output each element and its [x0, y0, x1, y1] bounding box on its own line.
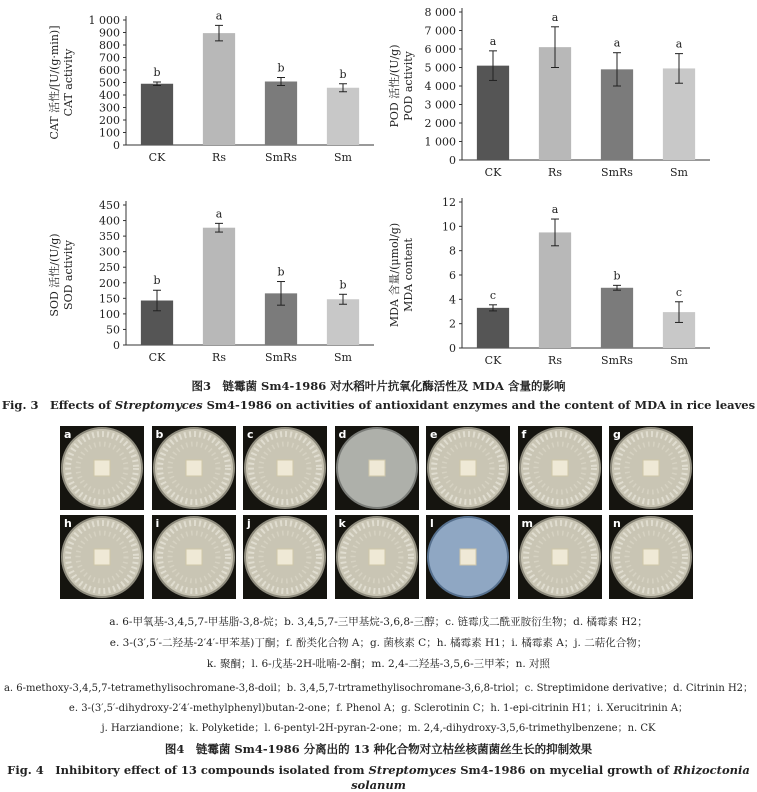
y-axis-label: POD 活性/(U/g): [388, 44, 401, 128]
plate-label: k: [338, 517, 346, 530]
plate-label: c: [247, 428, 254, 441]
y-tick-label: 6: [449, 269, 456, 282]
significance-letter: b: [339, 278, 347, 292]
significance-letter: b: [339, 67, 347, 81]
plate-f: [518, 426, 602, 510]
y-tick-label: 300: [99, 101, 120, 115]
y-tick-label: 10: [442, 220, 456, 234]
y-tick-label: 200: [99, 114, 120, 127]
fig4-caption-cn: 图4 链霉菌 Sm4-1986 分离出的 13 种化合物对立枯丝核菌菌丝生长的抑制效果: [164, 742, 593, 756]
plate-j: [243, 515, 327, 599]
x-tick-label: Rs: [548, 354, 562, 367]
y-tick-label: 8: [449, 244, 456, 258]
y-tick-label: 450: [99, 199, 120, 212]
y-tick-label: 3 000: [424, 98, 456, 112]
y-tick-label: 6 000: [424, 43, 456, 56]
fig3-caption-cn: 图3 链霉菌 Sm4-1986 对水稻叶片抗氧化酶活性及 MDA 含量的影响: [191, 379, 566, 393]
significance-letter: a: [551, 203, 559, 217]
significance-letter: a: [215, 207, 223, 221]
fig4-legend-cn-line-3: k. 聚酮；l. 6-戊基-2H-吡喃-2-酮；m. 2,4-二羟基-3,5,6-三甲苯；n. 对照: [206, 658, 551, 670]
plate-m: [518, 515, 602, 599]
y-tick-label: 500: [99, 76, 120, 90]
y-tick-label: 4: [449, 293, 456, 307]
fig4-legend-cn-line-1: a. 6-甲氧基-3,4,5,7-甲基脂-3,8-烷；b. 3,4,5,7-三甲基烷-3,6,8-三醇；c. 链霉戊二酰亚胺衍生物；d. 橘霉素 H2；: [109, 616, 648, 628]
plate-h: [60, 515, 144, 599]
y-tick-label: 0: [449, 342, 456, 355]
significance-letter: a: [215, 9, 223, 23]
y-axis-label-en: MDA content: [402, 238, 415, 312]
y-tick-label: 4 000: [424, 80, 456, 93]
x-tick-label: Rs: [548, 166, 562, 179]
x-tick-label: Sm: [334, 151, 352, 164]
y-tick-label: 700: [99, 51, 120, 65]
y-tick-label: 200: [99, 276, 120, 290]
bar-Rs: [203, 228, 235, 345]
y-tick-label: 2 000: [424, 117, 456, 130]
bar-Rs: [539, 232, 571, 348]
x-tick-label: CK: [484, 354, 502, 367]
x-tick-label: CK: [484, 166, 502, 179]
fig4-legend-en-line-2: e. 3-(3′,5′-dihydroxy-2′4′-methylphenyl)butan-2-one；f. Phenol A；g. Sclerotinin C；h. 1-epi-citrinin H1；i. Xerucitrinin A；: [68, 703, 689, 714]
fig4-legend-cn-line-2: e. 3-(3′,5′-二羟基-2′4′-甲苯基)丁酮；f. 酚类化合物 A；g. 菌核素 C；h. 橘霉素 H1；i. 橘霉素 A；j. 二萜化合物；: [109, 637, 648, 649]
y-tick-label: 7 000: [424, 24, 456, 38]
plate-n: [609, 515, 693, 599]
plate-label: a: [64, 428, 72, 441]
y-tick-label: 400: [99, 89, 120, 102]
x-tick-label: SmRs: [601, 166, 633, 179]
y-tick-label: 1 000: [424, 135, 456, 149]
plate-label: i: [155, 517, 160, 530]
x-tick-label: Sm: [670, 354, 688, 367]
y-axis-label: CAT 活性/[U/(g·min)]: [48, 25, 61, 140]
y-tick-label: 250: [99, 261, 120, 275]
x-tick-label: SmRs: [265, 351, 297, 364]
plate-label: e: [430, 428, 438, 441]
y-tick-label: 5 000: [424, 61, 456, 75]
significance-letter: a: [613, 36, 621, 50]
x-tick-label: Rs: [212, 351, 226, 364]
x-tick-label: CK: [148, 151, 166, 164]
x-tick-label: SmRs: [601, 354, 633, 367]
fig3-charts: [0, 0, 757, 378]
significance-letter: b: [153, 274, 161, 288]
significance-letter: a: [551, 10, 559, 24]
bar-Sm: [327, 88, 359, 145]
y-tick-label: 150: [99, 292, 120, 306]
plate-c: [243, 426, 327, 510]
plate-label: g: [613, 428, 621, 441]
plate-a: [60, 426, 144, 510]
y-tick-label: 0: [113, 139, 120, 152]
plate-g: [609, 426, 693, 510]
y-tick-label: 12: [442, 196, 456, 209]
plate-l: [426, 515, 510, 599]
x-tick-label: CK: [148, 351, 166, 364]
y-axis-label-en: POD activity: [402, 51, 415, 121]
x-tick-label: Sm: [334, 351, 352, 364]
bar-CK: [141, 84, 173, 145]
plate-label: l: [430, 517, 434, 530]
significance-letter: c: [675, 285, 683, 299]
significance-letter: b: [613, 269, 621, 283]
fig4-caption-en: Fig. 4 Inhibitory effect of 13 compounds isolated from Streptomyces Sm4-1986 on mycelial growth of Rhizoctonia solanum: [7, 763, 750, 792]
bar-SmRs: [601, 288, 633, 348]
y-tick-label: 100: [99, 307, 120, 321]
y-tick-label: 900: [99, 26, 120, 40]
y-tick-label: 1 000: [88, 14, 120, 27]
x-tick-label: SmRs: [265, 151, 297, 164]
significance-letter: b: [277, 61, 285, 75]
y-tick-label: 350: [99, 230, 120, 244]
bar-Rs: [203, 33, 235, 145]
significance-letter: c: [489, 288, 497, 302]
fig4-legend-en-line-3: j. Harziandione；k. Polyketide；l. 6-pentyl-2H-pyran-2-one；m. 2,4,-dihydroxy-3,5,6-trimethylbenzene；n. CK: [101, 723, 656, 734]
significance-letter: b: [153, 66, 161, 79]
plate-label: j: [247, 517, 251, 530]
bar-SmRs: [265, 82, 297, 146]
significance-letter: b: [277, 265, 285, 279]
y-axis-label: SOD 活性/(U/g): [48, 233, 61, 317]
significance-letter: a: [675, 37, 683, 51]
y-tick-label: 800: [99, 39, 120, 52]
plate-e: [426, 426, 510, 510]
y-tick-label: 50: [106, 323, 120, 337]
plate-label: f: [521, 428, 527, 441]
fig4-legend-en-line-1: a. 6-methoxy-3,4,5,7-tetramethylisochromane-3,8-doil；b. 3,4,5,7-trtramethylisochromane-3,6,8-triol；c. Streptimidone derivative；d. Citrinin H2；: [3, 683, 754, 694]
bar-CK: [477, 308, 509, 348]
plate-i: [152, 515, 236, 599]
fig3-caption-en: Fig. 3 Effects of Streptomyces Sm4-1986 on activities of antioxidant enzymes and the content of MDA in rice leaves: [1, 398, 756, 412]
x-tick-label: Rs: [212, 151, 226, 164]
plate-k: [335, 515, 419, 599]
x-tick-label: Sm: [670, 166, 688, 179]
plate-label: b: [155, 428, 164, 441]
fig4-plate-photos: [60, 426, 700, 602]
y-axis-label-en: SOD activity: [62, 240, 75, 310]
y-tick-label: 0: [113, 339, 120, 352]
significance-letter: a: [489, 34, 497, 48]
y-tick-label: 100: [99, 126, 120, 140]
bar-Sm: [327, 299, 359, 345]
plate-d: [335, 426, 419, 510]
plate-label: n: [613, 517, 621, 530]
plate-label: h: [64, 517, 72, 530]
y-tick-label: 400: [99, 214, 120, 228]
plate-label: m: [521, 517, 533, 530]
y-tick-label: 2: [449, 317, 456, 331]
plate-b: [152, 426, 236, 510]
y-axis-label: MDA 含量/(μmol/g): [388, 222, 401, 328]
y-tick-label: 600: [99, 64, 120, 77]
y-tick-label: 8 000: [424, 6, 456, 19]
y-tick-label: 0: [449, 154, 456, 167]
y-axis-label-en: CAT activity: [62, 48, 75, 117]
y-tick-label: 300: [99, 245, 120, 259]
plate-label: d: [338, 428, 347, 441]
